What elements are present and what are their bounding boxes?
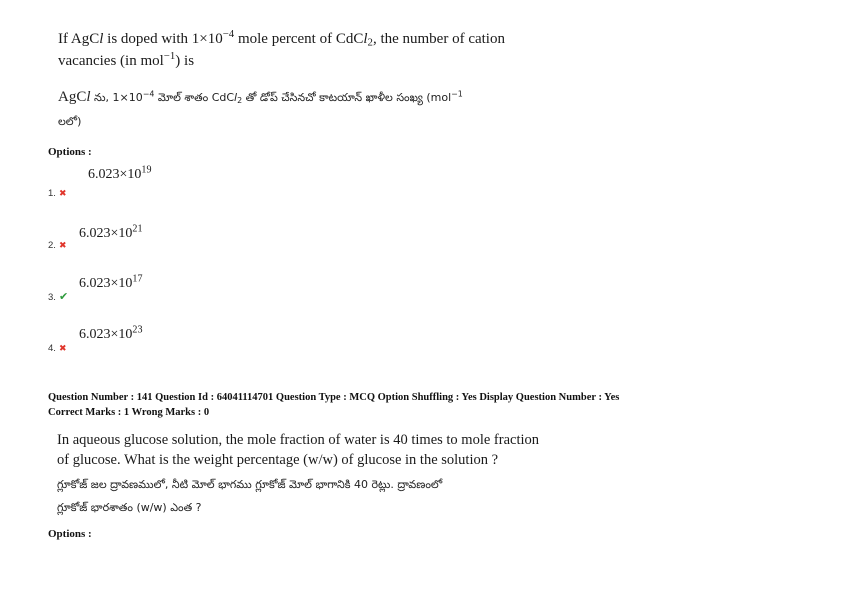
question-141-text-en-line2: of glucose. What is the weight percentage (w/w) of glucose in the solution ?: [57, 452, 499, 468]
question-meta-line2: Correct Marks : 1 Wrong Marks : 0: [48, 407, 210, 418]
option-1-value[interactable]: $6.023\times 10^{19}$: [88, 164, 152, 182]
option-3-marker: 3. ✔: [48, 290, 69, 303]
question-text-te-line1: AgCl ను, $1\times 10^{-4}$ మోల్ శాతం CdCl$_2$ తో డోప్ చేసినచో కాటయాన్ ఖాళీల సంఖ్య (mol$^{-1}$: [58, 89, 463, 105]
check-mark-icon: ✔: [58, 290, 69, 303]
question-meta-line1: Question Number : 141 Question Id : 64041114701 Question Type : MCQ Option Shuffling : Yes Display Question Number : Yes: [48, 392, 620, 403]
option-3-value[interactable]: $6.023\times 10^{17}$: [79, 273, 143, 291]
wrong-mark-icon: ✖: [58, 344, 67, 354]
option-4-marker: 4. ✖: [48, 343, 67, 354]
question-text-te-line2: లలో): [58, 115, 82, 128]
question-text-en-line1: If AgCl is doped with $1\times 10^{-4}$ mole percent of CdCl$_2$, the number of cation: [58, 28, 505, 49]
wrong-mark-icon: ✖: [58, 241, 67, 251]
option-2-marker: 2. ✖: [48, 240, 67, 251]
options-label: Options :: [48, 146, 92, 158]
option-4-value[interactable]: $6.023\times 10^{23}$: [79, 324, 143, 342]
question-141-text-te-line1: గ్లూకోజ్ జల ద్రావణములో, నీటి మోల్ భాగము గ్లూకోజ్ మోల్ భాగానికి 40 రెట్లు. ద్రావణంలో: [57, 478, 443, 491]
option-1-marker: 1. ✖: [48, 188, 67, 199]
options-label-141: Options :: [48, 528, 92, 540]
wrong-mark-icon: ✖: [58, 189, 67, 199]
question-text-en-line2: vacancies (in mol$^{-1}$) is: [58, 50, 195, 69]
question-141-text-te-line2: గ్లూకోజ్ భారశాతం (w/w) ఎంత ?: [57, 501, 202, 514]
option-2-value[interactable]: $6.023\times 10^{21}$: [79, 223, 143, 241]
question-141-text-en-line1: In aqueous glucose solution, the mole fraction of water is 40 times to mole fraction: [57, 432, 540, 448]
